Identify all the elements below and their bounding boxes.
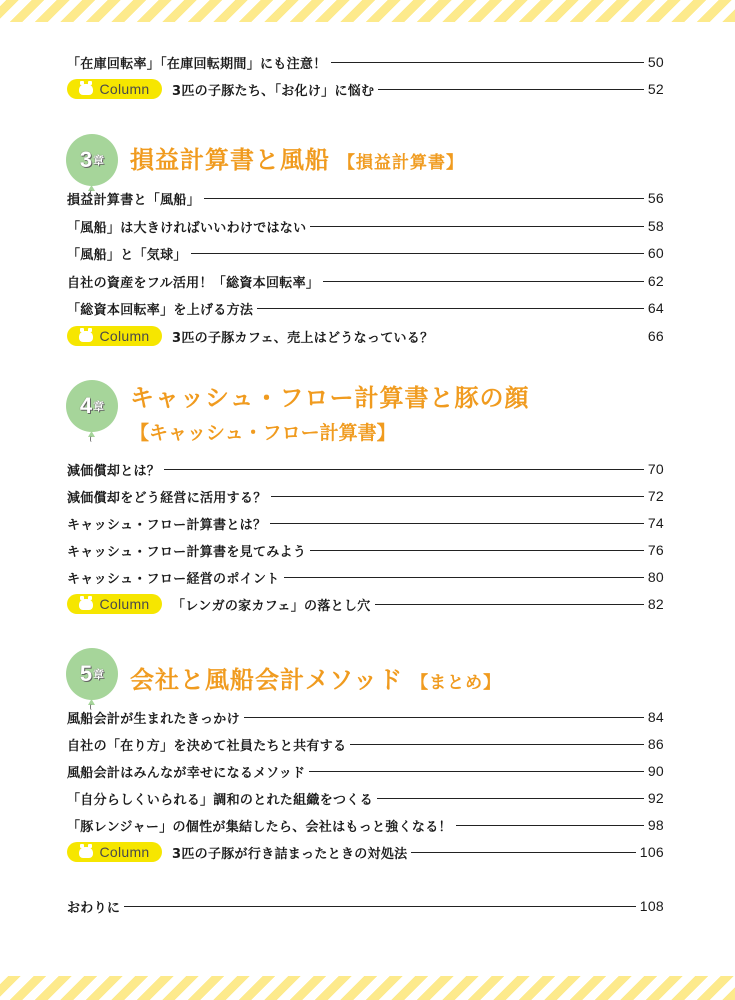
chapter-title: キャッシュ・フロー計算書と豚の顔 — [130, 384, 530, 412]
toc-entry-title: 減価償却とは？ — [67, 463, 161, 479]
column-badge — [67, 326, 162, 346]
toc-entry[interactable] — [67, 51, 664, 73]
toc-entry-page: 82 — [647, 596, 664, 612]
toc-entry[interactable] — [67, 297, 664, 319]
chapter-number: 3 — [79, 147, 93, 172]
toc-entry[interactable] — [67, 270, 664, 292]
toc-entry-title: 3匹の子豚たち、「お化け」に悩む — [172, 83, 375, 99]
toc-entry-page: 90 — [647, 763, 664, 779]
toc-entry[interactable] — [67, 760, 664, 782]
leader-line — [244, 717, 644, 718]
leader-line — [411, 852, 635, 853]
leader-line — [377, 798, 644, 799]
toc-entry-page: 70 — [647, 461, 664, 477]
toc-entry-title: 「レンガの家カフェ」の落とし穴 — [172, 598, 371, 614]
leader-line — [375, 604, 644, 605]
toc-entry[interactable] — [67, 458, 664, 480]
chapter-5-heading — [66, 648, 666, 708]
chapter-subtitle: 【キャッシュ・フロー計算書】 — [130, 422, 396, 444]
toc-entry[interactable] — [67, 215, 664, 237]
balloon-icon — [66, 134, 118, 186]
leader-line — [284, 577, 644, 578]
chapter-subtitle: 【損益計算書】 — [338, 153, 464, 173]
toc-entry-page: 108 — [639, 898, 664, 914]
chapter-kanji: 章 — [93, 668, 105, 681]
leader-line — [257, 308, 644, 309]
toc-entry-page: 66 — [647, 328, 664, 344]
leader-line — [309, 771, 643, 772]
chapter-title-text: 損益計算書と風船 — [130, 146, 330, 174]
leader-line — [310, 226, 643, 227]
toc-entry-title: キャッシュ・フロー経営のポイント — [67, 571, 280, 587]
column-badge-label: Column — [99, 844, 150, 860]
toc-entry[interactable] — [67, 814, 664, 836]
chapter-number: 5 — [79, 661, 93, 686]
toc-entry-page: 84 — [647, 709, 664, 725]
toc-entry[interactable] — [67, 733, 664, 755]
pig-icon — [79, 331, 93, 342]
leader-line — [271, 496, 644, 497]
balloon-icon — [66, 648, 118, 700]
column-badge — [67, 594, 162, 614]
toc-entry[interactable] — [67, 539, 664, 561]
column-badge-label: Column — [99, 596, 150, 612]
toc-entry-title: 「風船」は大きければいいわけではない — [67, 220, 307, 236]
column-badge — [67, 79, 162, 99]
chapter-title — [130, 660, 501, 695]
leader-line — [456, 825, 644, 826]
toc-entry-page: 60 — [647, 245, 664, 261]
toc-entry-page: 58 — [647, 218, 664, 234]
toc-entry-page: 106 — [639, 844, 664, 860]
toc-entry-page: 74 — [647, 515, 664, 531]
toc-entry-title: キャッシュ・フロー計算書を見てみよう — [67, 544, 307, 560]
toc-column-entry[interactable] — [67, 78, 664, 100]
chapter-title — [130, 140, 464, 175]
toc-column-entry[interactable] — [67, 841, 664, 863]
toc-entry-title: キャッシュ・フロー計算書とは？ — [67, 517, 267, 533]
leader-line — [350, 744, 644, 745]
column-badge-label: Column — [99, 328, 150, 344]
toc-entry-page: 52 — [647, 81, 664, 97]
toc-entry-page: 64 — [647, 300, 664, 316]
toc-entry-page: 56 — [647, 190, 664, 206]
toc-entry[interactable] — [67, 706, 664, 728]
toc-entry-page: 98 — [647, 817, 664, 833]
pig-icon — [79, 599, 93, 610]
toc-entry-page: 72 — [647, 488, 664, 504]
toc-entry[interactable] — [67, 187, 664, 209]
column-badge — [67, 842, 162, 862]
toc-entry-page: 76 — [647, 542, 664, 558]
toc-entry-closing[interactable] — [67, 895, 664, 917]
toc-entry-page: 92 — [647, 790, 664, 806]
leader-line — [124, 906, 636, 907]
leader-line — [191, 253, 644, 254]
toc-entry[interactable] — [67, 787, 664, 809]
toc-entry-title: 損益計算書と「風船」 — [67, 192, 201, 208]
toc-entry-title: 3匹の子豚カフェ、売上はどうなっている？ — [172, 330, 434, 346]
toc-entry-title: 「風船」と「気球」 — [67, 247, 187, 263]
toc-entry-title: 「自分らしくいられる」調和のとれた組織をつくる — [67, 792, 373, 808]
toc-column-entry[interactable] — [67, 325, 664, 347]
toc-entry-title: 「在庫回転率」「在庫回転期間」にも注意！ — [67, 56, 327, 72]
column-badge-label: Column — [99, 81, 150, 97]
toc-entry-title: 減価償却をどう経営に活用する？ — [67, 490, 267, 506]
toc-entry-title: 3匹の子豚が行き詰まったときの対処法 — [172, 846, 408, 862]
chapter-title-text: 会社と風船会計メソッド — [130, 666, 404, 694]
toc-entry[interactable] — [67, 485, 664, 507]
leader-line — [270, 523, 644, 524]
balloon-icon — [66, 380, 118, 432]
leader-line — [204, 198, 644, 199]
chapter-subtitle: 【まとめ】 — [411, 673, 502, 693]
toc-entry-page: 50 — [647, 54, 664, 70]
toc-entry-page: 80 — [647, 569, 664, 585]
pig-icon — [79, 847, 93, 858]
pig-icon — [79, 84, 93, 95]
chapter-kanji: 章 — [93, 400, 105, 413]
chapter-number: 4 — [79, 393, 93, 418]
chapter-4-heading — [66, 376, 666, 448]
leader-line — [164, 469, 644, 470]
toc-entry-title: おわりに — [67, 900, 121, 916]
leader-line — [331, 62, 644, 63]
bottom-stripe-border — [0, 976, 735, 1000]
chapter-kanji: 章 — [93, 154, 105, 167]
toc-entry[interactable] — [67, 242, 664, 264]
leader-line — [323, 281, 644, 282]
leader-line — [310, 550, 644, 551]
toc-entry-page: 86 — [647, 736, 664, 752]
toc-entry-title: 風船会計はみんなが幸せになるメソッド — [67, 765, 306, 781]
toc-entry-title: 自社の資産をフル活用！「総資本回転率」 — [67, 275, 320, 291]
toc-entry-title: 「豚レンジャー」の個性が集結したら、会社はもっと強くなる！ — [67, 819, 452, 835]
leader-line — [378, 89, 643, 90]
top-stripe-border — [0, 0, 735, 22]
toc-entry-title: 風船会計が生まれたきっかけ — [67, 711, 240, 727]
toc-entry-title: 「総資本回転率」を上げる方法 — [67, 302, 254, 318]
chapter-3-heading — [66, 134, 666, 194]
toc-entry-page: 62 — [647, 273, 664, 289]
toc-entry-title: 自社の「在り方」を決めて社員たちと共有する — [67, 738, 347, 754]
toc-column-entry[interactable] — [67, 593, 664, 615]
toc-entry[interactable] — [67, 512, 664, 534]
toc-entry[interactable] — [67, 566, 664, 588]
